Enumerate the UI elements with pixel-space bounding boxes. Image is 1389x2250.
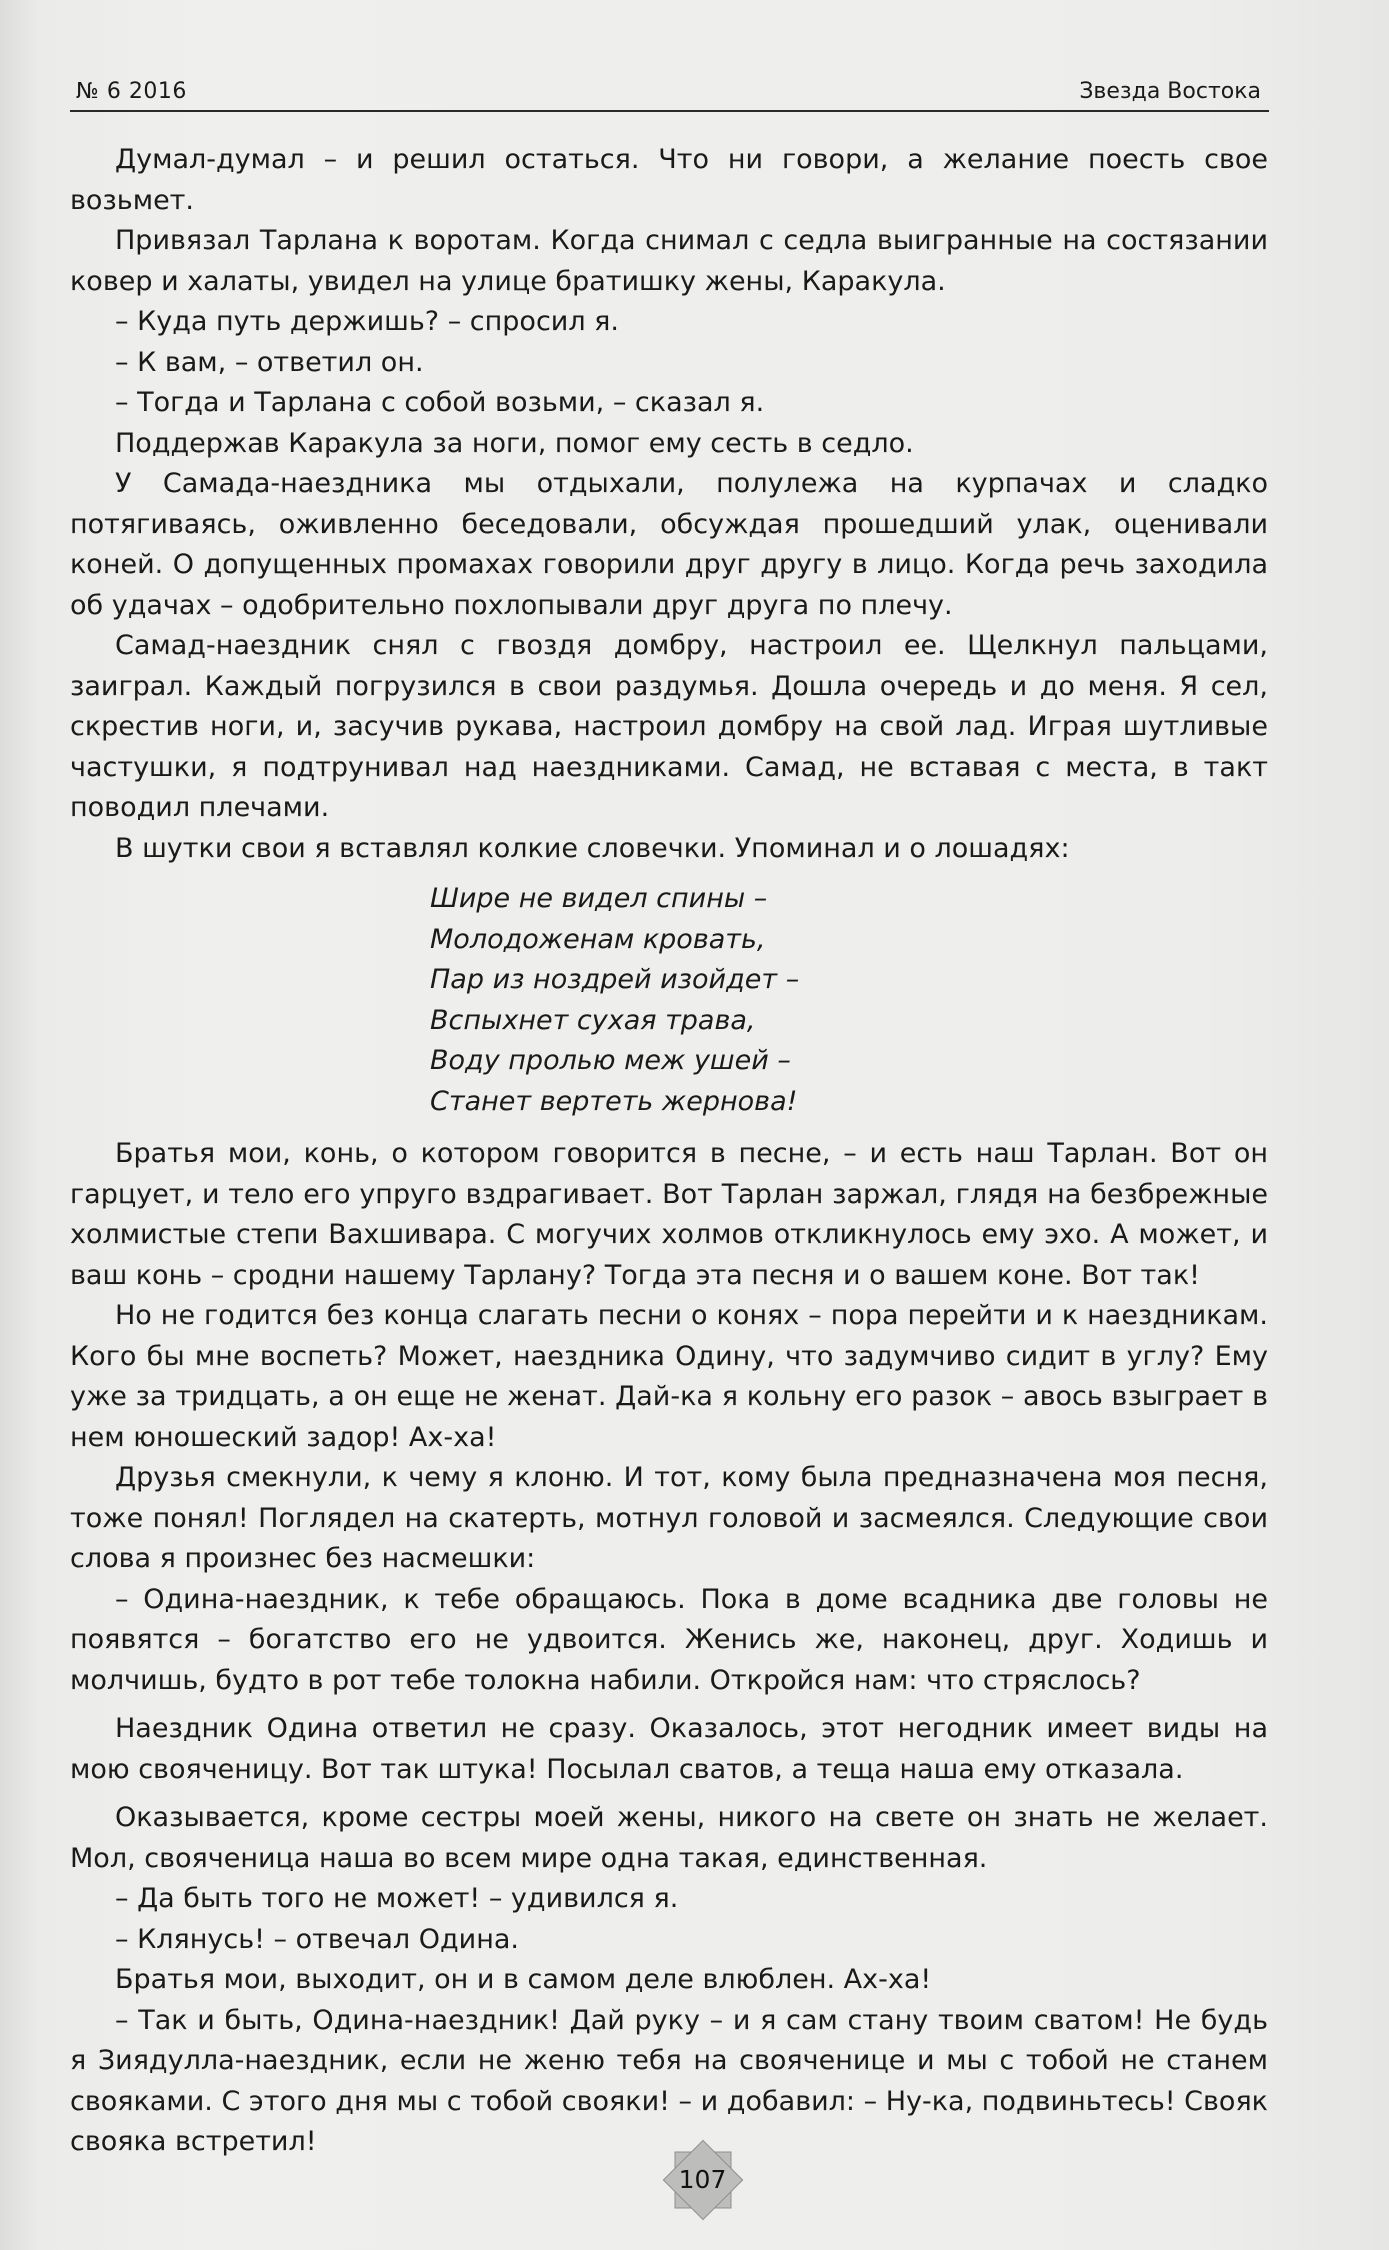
paragraph: Друзья смекнули, к чему я клоню. И тот, кому была предназначена моя песня, тоже понял! Поглядел на скатерть, мотнул головой и засмеялся. Следующие свои слова я произнес без насмешки:: [70, 1462, 1268, 1574]
issue-label: № 6 2016: [76, 79, 187, 104]
page-number: 107: [678, 2165, 727, 2194]
paragraph: – Да быть того не может! – удивился я.: [115, 1883, 679, 1914]
poem-line: Пар из ноздрей изойдет –: [430, 964, 800, 995]
poem-line: Вспыхнет сухая трава,: [430, 1004, 756, 1036]
paragraph: Поддержав Каракула за ноги, помог ему сесть в седло.: [115, 427, 914, 459]
poem-line: Воду пролью меж ушей –: [430, 1045, 791, 1076]
paragraph: Привязал Тарлана к воротам. Когда снимал с седла выигранные на состязании ковер и халаты, увидел на улице братишку жены, Каракула.: [70, 225, 1268, 297]
poem-verse: [70, 879, 1268, 1122]
paragraph: – Клянусь! – отвечал Одина.: [115, 1923, 519, 1955]
paragraph: – Куда путь держишь? – спросил я.: [115, 306, 619, 337]
paragraph: Но не годится без конца слагать песни о конях – пора перейти и к наездникам. Кого бы мне воспеть? Может, наездника Одину, что задумчиво сидит в углу? Ему уже за тридцать, а он еще не женат. Дай-ка я кольну его разок – авось взыграет в нем юношеский задор! Ах-ха!: [70, 1300, 1268, 1453]
paragraph: Наездник Одина ответил не сразу. Оказалось, этот негодник имеет виды на мою свояченицу. Вот так штука! Посылал сватов, а теща наша ему отказала.: [70, 1713, 1268, 1785]
journal-title: Звезда Востока: [1079, 79, 1261, 104]
paragraph: Братья мои, конь, о котором говорится в песне, – и есть наш Тарлан. Вот он гарцует, и тело его упруго вздрагивает. Вот Тарлан заржал, глядя на безбрежные холмистые степи Вахшивара. С могучих холмов откликнулось ему эхо. А может, и ваш конь – сродни нашему Тарлану? Тогда эта песня и о вашем коне. Вот так!: [70, 1138, 1268, 1291]
poem-line: Молодоженам кровать,: [430, 923, 766, 955]
page-number-badge: [658, 2135, 748, 2225]
paragraph: Самад-наездник снял с гвоздя домбру, настроил ее. Щелкнул пальцами, заиграл. Каждый погрузился в свои раздумья. Дошла очередь и до меня. Я сел, скрестив ноги, и, засучив рукава, настроил домбру на свой лад. Играя шутливые частушки, я подтрунивал над наездниками. Самад, не вставая с места, в такт поводил плечами.: [70, 630, 1268, 823]
paragraph: Думал-думал – и решил остаться. Что ни говори, а желание поесть свое возьмет.: [70, 144, 1268, 216]
paragraph: У Самада-наездника мы отдыхали, полулежа на курпачах и сладко потягиваясь, оживленно беседовали, обсуждая прошедший улак, оценивали коней. О допущенных промахах говорили друг другу в лицо. Когда речь заходила об удачах – одобрительно похлопывали друг друга по плечу.: [70, 468, 1268, 621]
poem-line: Станет вертеть жернова!: [430, 1085, 798, 1117]
poem-line: Шире не видел спины –: [430, 883, 768, 914]
paragraph: В шутки свои я вставлял колкие словечки. Упоминал и о лошадях:: [115, 832, 1070, 864]
page-body: [70, 140, 1268, 2163]
running-header: [70, 70, 1269, 112]
paragraph: Оказывается, кроме сестры моей жены, никого на свете он знать не желает. Мол, свояченица наша во всем мире одна такая, единственная.: [70, 1802, 1268, 1874]
paragraph: – Так и быть, Одина-наездник! Дай руку – и я сам стану твоим сватом! Не будь я Зиядулла-наездник, если не женю тебя на свояченице и мы с тобой не станем свояками. С этого дня мы с тобой свояки! – и добавил: – Ну-ка, подвиньтесь! Свояк свояка встретил!: [70, 2004, 1268, 2157]
paragraph: Братья мои, выходит, он и в самом деле влюблен. Ах-ха!: [115, 1964, 932, 1995]
paragraph: – К вам, – ответил он.: [115, 346, 424, 378]
paragraph: – Одина-наездник, к тебе обращаюсь. Пока в доме всадника две головы не появятся – богатство его не удвоится. Женись же, наконец, друг. Ходишь и молчишь, будто в рот тебе толокна набили. Откройся нам: что стряслось?: [70, 1583, 1268, 1696]
paragraph: – Тогда и Тарлана с собой возьми, – сказал я.: [115, 387, 765, 418]
